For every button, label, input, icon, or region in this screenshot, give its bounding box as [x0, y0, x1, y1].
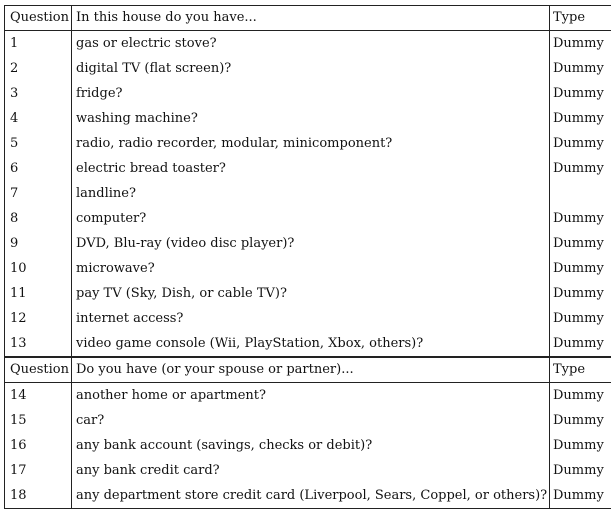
- questionnaire-table: [4, 5, 611, 509]
- question-type: Dummy: [550, 106, 611, 131]
- table-row: [5, 331, 611, 357]
- question-type: Dummy: [550, 433, 611, 458]
- question-text: any bank account (savings, checks or debit)?: [72, 433, 550, 458]
- question-text: pay TV (Sky, Dish, or cable TV)?: [72, 281, 550, 306]
- question-number: 14: [5, 383, 72, 409]
- question-text: another home or apartment?: [72, 383, 550, 409]
- question-text: washing machine?: [72, 106, 550, 131]
- header-type: Type: [550, 357, 611, 383]
- question-type: Dummy: [550, 31, 611, 57]
- table-row: [5, 106, 611, 131]
- header-question: Question: [5, 357, 72, 383]
- questionnaire-table-container: [4, 5, 610, 509]
- table-row: [5, 458, 611, 483]
- question-number: 10: [5, 256, 72, 281]
- question-number: 9: [5, 231, 72, 256]
- question-number: 17: [5, 458, 72, 483]
- question-number: 2: [5, 56, 72, 81]
- question-type: Dummy: [550, 458, 611, 483]
- question-number: 1: [5, 31, 72, 57]
- question-number: 5: [5, 131, 72, 156]
- table-row: [5, 131, 611, 156]
- table-row: [5, 483, 611, 509]
- section-header-row: [5, 357, 611, 383]
- table-row: [5, 181, 611, 206]
- question-text: any bank credit card?: [72, 458, 550, 483]
- question-type: Dummy: [550, 131, 611, 156]
- header-question: Question: [5, 6, 72, 31]
- table-row: [5, 433, 611, 458]
- table-row: [5, 306, 611, 331]
- table-row: [5, 256, 611, 281]
- question-number: 13: [5, 331, 72, 357]
- question-text: electric bread toaster?: [72, 156, 550, 181]
- question-number: 7: [5, 181, 72, 206]
- table-row: [5, 206, 611, 231]
- question-text: landline?: [72, 181, 550, 206]
- question-type: Dummy: [550, 281, 611, 306]
- question-type: Dummy: [550, 56, 611, 81]
- question-type: Dummy: [550, 408, 611, 433]
- question-type: Dummy: [550, 156, 611, 181]
- question-number: 4: [5, 106, 72, 131]
- question-number: 15: [5, 408, 72, 433]
- question-number: 11: [5, 281, 72, 306]
- question-text: microwave?: [72, 256, 550, 281]
- table-row: [5, 156, 611, 181]
- table-row: [5, 408, 611, 433]
- question-type: Dummy: [550, 306, 611, 331]
- table-row: [5, 56, 611, 81]
- question-number: 6: [5, 156, 72, 181]
- question-type: [550, 181, 611, 206]
- question-text: DVD, Blu-ray (video disc player)?: [72, 231, 550, 256]
- header-item: Do you have (or your spouse or partner)...: [72, 357, 550, 383]
- question-text: car?: [72, 408, 550, 433]
- section-header-row: [5, 6, 611, 31]
- header-type: Type: [550, 6, 611, 31]
- question-type: Dummy: [550, 231, 611, 256]
- question-text: digital TV (flat screen)?: [72, 56, 550, 81]
- table-row: [5, 31, 611, 57]
- question-type: Dummy: [550, 206, 611, 231]
- question-text: internet access?: [72, 306, 550, 331]
- question-type: Dummy: [550, 483, 611, 509]
- question-text: computer?: [72, 206, 550, 231]
- question-number: 18: [5, 483, 72, 509]
- question-text: fridge?: [72, 81, 550, 106]
- question-text: gas or electric stove?: [72, 31, 550, 57]
- question-number: 8: [5, 206, 72, 231]
- question-type: Dummy: [550, 331, 611, 357]
- question-text: radio, radio recorder, modular, minicomponent?: [72, 131, 550, 156]
- question-type: Dummy: [550, 383, 611, 409]
- section-household-items: [5, 6, 611, 358]
- question-number: 3: [5, 81, 72, 106]
- section-personal-assets: [5, 357, 611, 509]
- question-text: any department store credit card (Liverpool, Sears, Coppel, or others)?: [72, 483, 550, 509]
- table-row: [5, 281, 611, 306]
- question-text: video game console (Wii, PlayStation, Xbox, others)?: [72, 331, 550, 357]
- table-row: [5, 81, 611, 106]
- header-item: In this house do you have...: [72, 6, 550, 31]
- question-number: 16: [5, 433, 72, 458]
- table-row: [5, 231, 611, 256]
- question-type: Dummy: [550, 81, 611, 106]
- question-number: 12: [5, 306, 72, 331]
- question-type: Dummy: [550, 256, 611, 281]
- table-row: [5, 383, 611, 409]
